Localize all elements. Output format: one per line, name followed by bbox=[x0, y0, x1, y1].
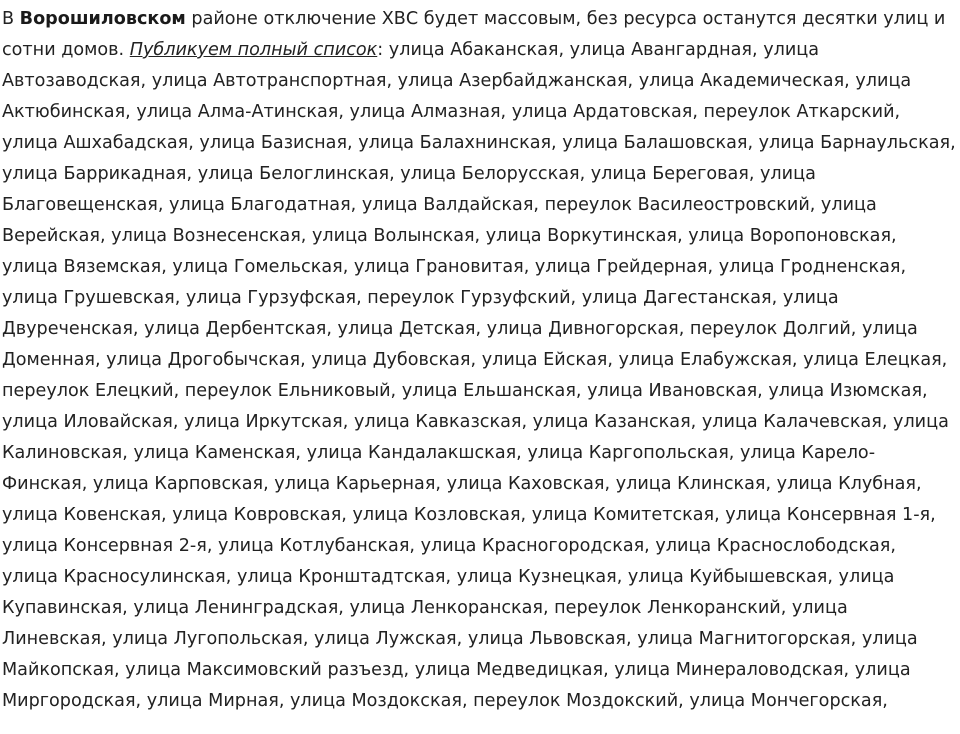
article-paragraph bbox=[2, 4, 956, 717]
link-colon: : bbox=[377, 40, 389, 60]
full-list-link[interactable]: Публикуем полный список bbox=[129, 40, 378, 60]
district-name: Ворошиловском bbox=[19, 9, 186, 29]
article-body bbox=[0, 4, 960, 717]
intro-text: районе отключение ХВС будет массовым, без ресурса останутся десятки улиц и сотни домов. bbox=[2, 9, 946, 60]
street-list: улица Абаканская, улица Авангардная, улица Автозаводская, улица Автотранспортная, улица Азербайджанская, улица Академическая, улица Актюбинская, улица Алма-Атинская, улица Алмазная, улица Ардатовская, переулок Аткарский, улица Ашхабадская, улица Базисная, улица Балахнинская, улица Балашовская, улица Барнаульская, улица Баррикадная, улица Белоглинская, улица Белорусская, улица Береговая, улица Благовещенская, улица Благодатная, улица Валдайская, переулок Василеостровский, улица Верейская, улица Вознесенская, улица Волынская, улица Воркутинская, улица Воропоновская, улица Вяземская, улица Гомельская, улица Грановитая, улица Грейдерная, улица Гродненская, улица Грушевская, улица Гурзуфская, переулок Гурзуфский, улица Дагестанская, улица Двуреченская, улица Дербентская, улица Детская, улица Дивногорская, переулок Долгий, улица Доменная, улица Дрогобычская, улица Дубовская, улица Ейская, улица Елабужская, улица Елецкая, переулок Елецкий, переулок Ельниковый, улица Ельшанская, улица Ивановская, улица Изюмская, улица Иловайская, улица Иркутская, улица Кавказская, улица Казанская, улица Калачевская, улица Калиновская, улица Каменская, улица Кандалакшская, улица Каргопольская, улица Карело-Финская, улица Карповская, улица Карьерная, улица Каховская, улица Клинская, улица Клубная, улица Ковенская, улица Ковровская, улица Козловская, улица Комитетская, улица Консервная 1-я, улица Консервная 2-я, улица Котлубанская, улица Красногородская, улица Краснослободская, улица Красносулинская, улица Кронштадтская, улица Кузнецкая, улица Куйбышевская, улица Купавинская, улица Ленинградская, улица Ленкоранская, переулок Ленкоранский, улица Линевская, улица Лугопольская, улица Лужская, улица Львовская, улица Магнитогорская, улица Майкопская, улица Максимовский разъезд, улица Медведицкая, улица Минераловодская, улица Миргородская, улица Мирная, улица Моздокская, переулок Моздокский, улица Мончегорская, bbox=[2, 40, 956, 711]
paragraph-prefix: В bbox=[2, 9, 20, 29]
